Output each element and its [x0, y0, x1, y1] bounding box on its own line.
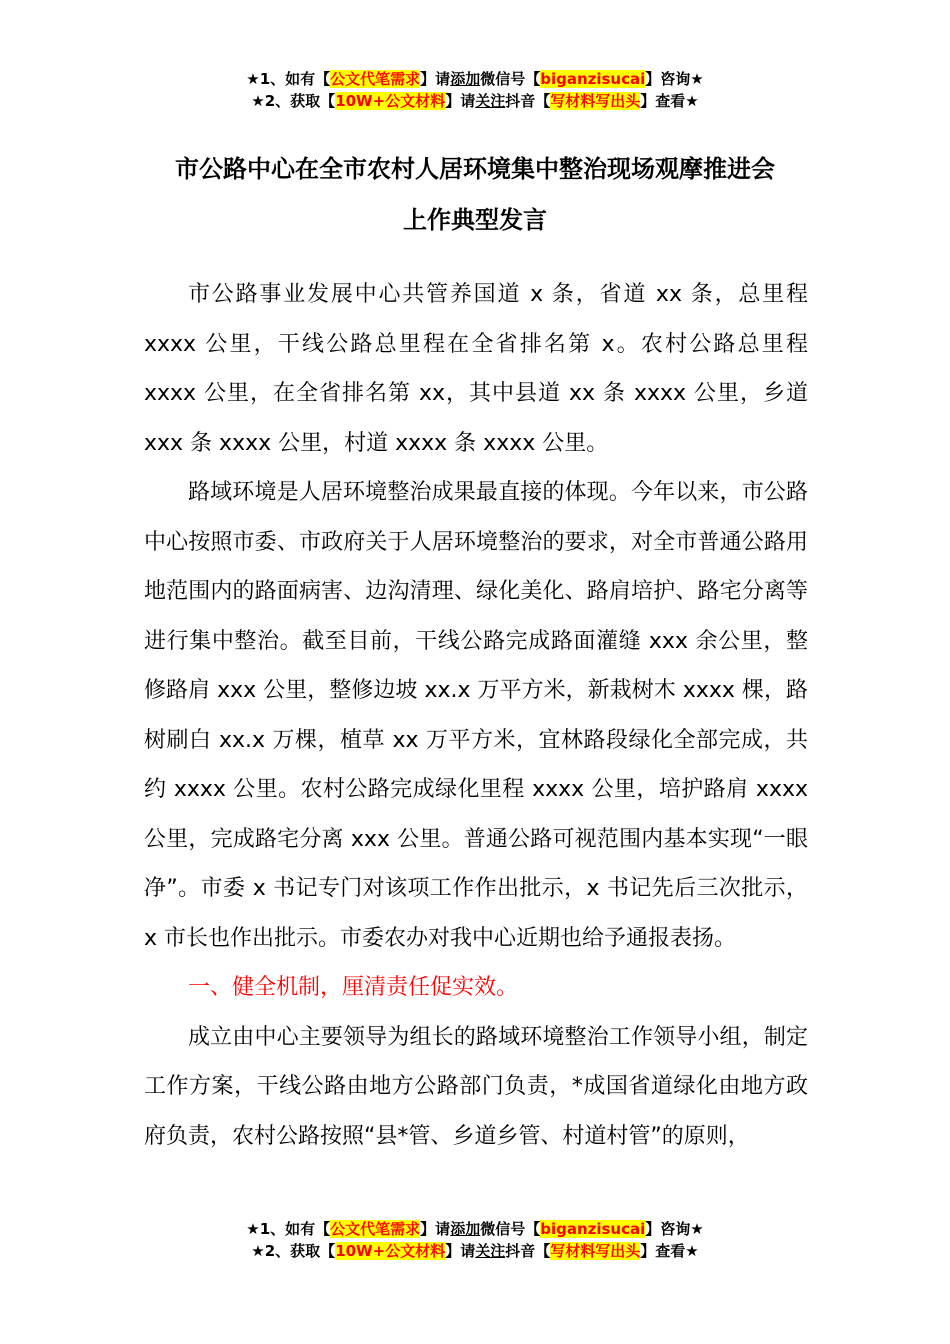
- promo-highlight: 公文代笔需求: [330, 1220, 421, 1238]
- promo-line-2: ★2、获取【10W+公文材料】请关注抖音【写材料写出头】查看★: [251, 92, 699, 110]
- promo-highlight: 公文代笔需求: [330, 70, 421, 88]
- header-promo: [0, 68, 950, 112]
- promo-highlight: biganzisucai: [540, 1220, 646, 1238]
- promo-highlight: 10W+公文材料: [335, 1242, 446, 1260]
- section-heading: 一、健全机制，厘清责任促实效。: [188, 975, 519, 1000]
- promo-highlight: 10W+公文材料: [335, 92, 446, 110]
- document-title-line-2: 上作典型发言: [403, 206, 547, 234]
- promo-line-2: ★2、获取【10W+公文材料】请关注抖音【写材料写出头】查看★: [251, 1242, 699, 1260]
- promo-highlight: 写材料写出头: [550, 92, 641, 110]
- footer-promo: [0, 1218, 950, 1262]
- promo-line-1: ★1、如有【公文代笔需求】请添加微信号【biganzisucai】咨询★: [246, 1220, 704, 1238]
- body-paragraph: 成立由中心主要领导为组长的路域环境整治工作领导小组，制定工作方案，干线公路由地方公路部门负责，*成国省道绿化由地方政府负责，农村公路按照“县*管、乡道乡管、村道村管”的原则，: [144, 1024, 808, 1149]
- body-paragraph: 市公路事业发展中心共管养国道 x 条，省道 xx 条，总里程 xxxx 公里，干线公路总里程在全省排名第 x。农村公路总里程 xxxx 公里，在全省排名第 xx，其中县道 xx 条 xxxx 公里，乡道 xxx 条 xxxx 公里，村道 xxxx 条 xxxx 公里。: [144, 282, 808, 456]
- document-title-line-1: 市公路中心在全市农村人居环境集中整治现场观摩推进会: [175, 155, 775, 183]
- promo-highlight: biganzisucai: [540, 70, 646, 88]
- body-paragraph: 路域环境是人居环境整治成果最直接的体现。今年以来，市公路中心按照市委、市政府关于人居环境整治的要求，对全市普通公路用地范围内的路面病害、边沟清理、绿化美化、路肩培护、路宅分离等进行集中整治。截至目前，干线公路完成路面灌缝 xxx 余公里，整修路肩 xxx 公里，整修边坡 xx.x 万平方米，新栽树木 xxxx 棵，路树刷白 xx.x 万棵，植草 xx 万平方米，宜林路段绿化全部完成，共约 xxxx 公里。农村公路完成绿化里程 xxxx 公里，培护路肩 xxxx 公里，完成路宅分离 xxx 公里。普通公路可视范围内基本实现“一眼净”。市委 x 书记专门对该项工作作出批示，x 书记先后三次批示，x 市长也作出批示。市委农办对我中心近期也给予通报表扬。: [144, 480, 808, 951]
- promo-highlight: 写材料写出头: [550, 1242, 641, 1260]
- promo-line-1: ★1、如有【公文代笔需求】请添加微信号【biganzisucai】咨询★: [246, 70, 704, 88]
- document-body: [144, 270, 808, 1161]
